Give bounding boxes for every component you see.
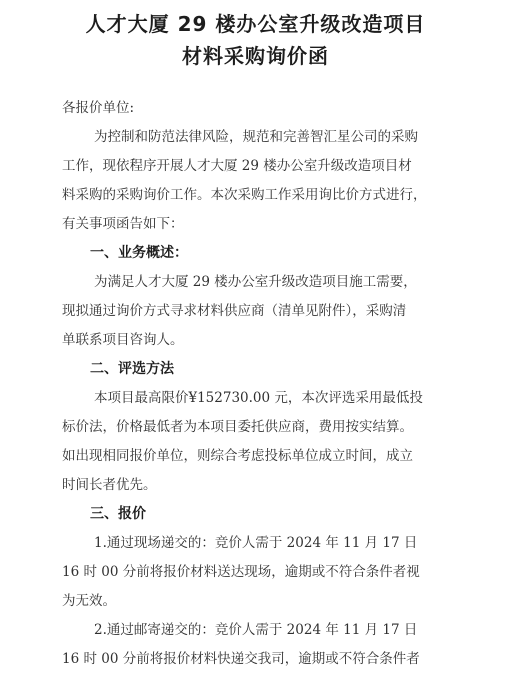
quotation-item-line: 2.通过邮寄递交的：竞价人需于 2024 年 11 月 17 日 — [94, 622, 418, 638]
section-heading-quotation: 三、报价 — [90, 506, 146, 522]
section-line: 标价法，价格最低者为本项目委托供应商，费用按实结算。 — [62, 419, 413, 435]
intro-line: 为控制和防范法律风险，规范和完善智汇星公司的采购 — [94, 129, 418, 145]
section-line: 本项目最高限价¥152730.00 元，本次评选采用最低投 — [94, 390, 423, 406]
section-line: 单联系项目咨询人。 — [62, 332, 184, 348]
section-line: 如出现相同报价单位，则综合考虑投标单位成立时间，成立 — [62, 448, 413, 464]
section-heading-evaluation: 二、评选方法 — [90, 361, 174, 377]
document-title: 人才大厦 29 楼办公室升级改造项目 — [85, 12, 426, 36]
section-heading-overview: 一、业务概述： — [90, 245, 188, 261]
section-line: 时间长者优先。 — [62, 477, 157, 493]
section-line: 为满足人才大厦 29 楼办公室升级改造项目施工需要， — [94, 274, 417, 290]
intro-line: 料采购的采购询价工作。本次采购工作采用询比价方式进行， — [62, 187, 427, 203]
quotation-item-line: 为无效。 — [62, 593, 116, 609]
intro-line: 工作，现依程序开展人才大厦 29 楼办公室升级改造项目材 — [62, 158, 412, 174]
section-line: 现拟通过询价方式寻求材料供应商（清单见附件），采购清 — [62, 303, 407, 319]
quotation-item-line: 16 时 00 分前将报价材料送达现场，逾期或不符合条件者视 — [62, 564, 420, 580]
quotation-item-line: 1.通过现场递交的：竞价人需于 2024 年 11 月 17 日 — [94, 535, 418, 551]
document-subtitle: 材料采购询价函 — [182, 44, 329, 68]
quotation-item-line: 16 时 00 分前将报价材料快递交我司，逾期或不符合条件者 — [62, 651, 420, 667]
intro-line: 有关事项函告如下： — [62, 216, 184, 232]
salutation: 各报价单位: — [62, 100, 135, 116]
